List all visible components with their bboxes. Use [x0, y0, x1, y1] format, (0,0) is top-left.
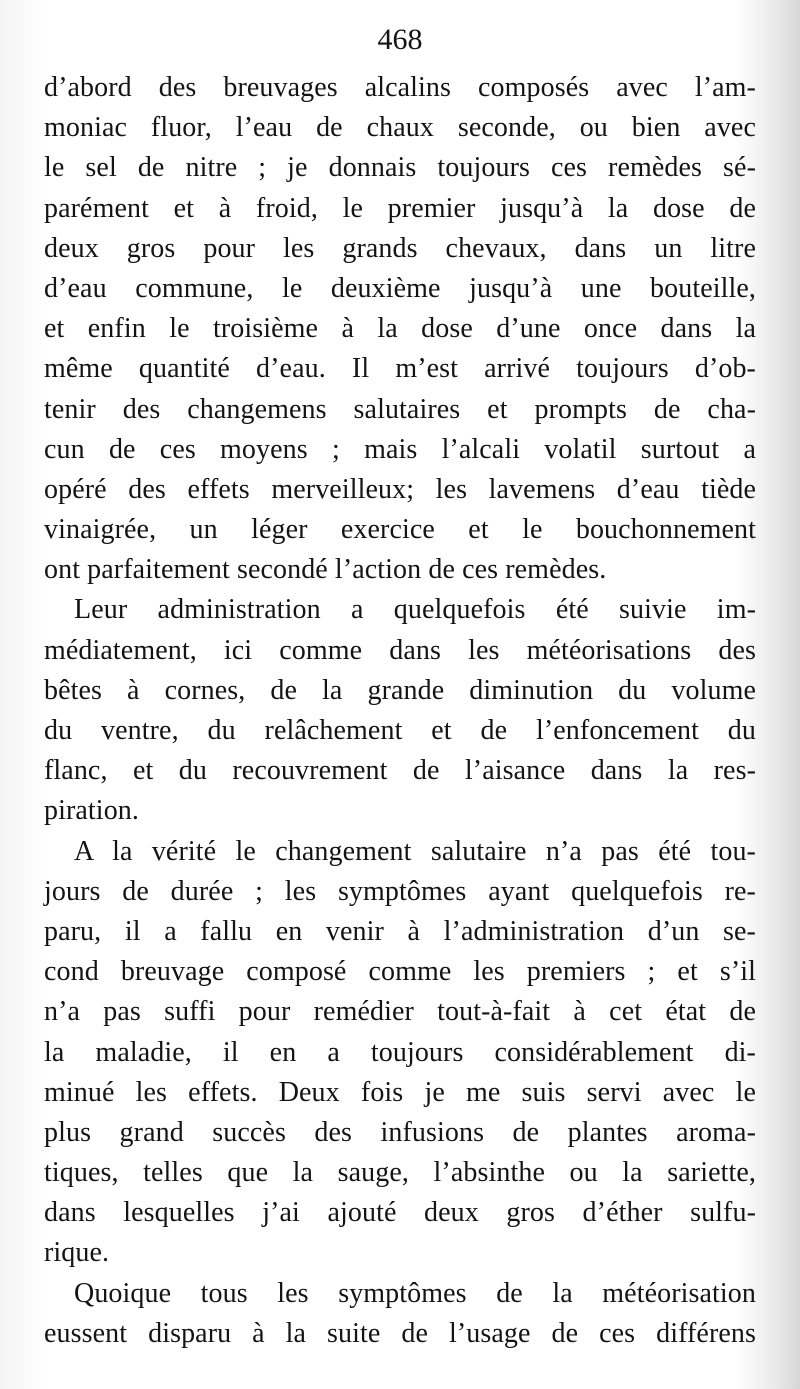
text-line: vinaigrée, un léger exercice et le bouchonnement — [44, 514, 756, 546]
text-line: A la vérité le changement salutaire n’a pas été tou- — [74, 835, 756, 867]
text-line: cond breuvage composé comme les premiers ; et s’il — [44, 956, 756, 988]
text-line: eussent disparu à la suite de l’usage de ces différens — [44, 1317, 756, 1349]
text-line: parément et à froid, le premier jusqu’à la dose de — [44, 192, 756, 224]
text-line: cun de ces moyens ; mais l’alcali volatil surtout a — [44, 433, 756, 465]
text-line: même quantité d’eau. Il m’est arrivé toujours d’ob- — [44, 353, 756, 385]
text-line: plus grand succès des infusions de plantes aroma- — [44, 1116, 756, 1148]
text-line: la maladie, il en a toujours considérablement di- — [44, 1036, 756, 1068]
text-line: jours de durée ; les symptômes ayant quelquefois re- — [44, 875, 756, 907]
text-line: flanc, et du recouvrement de l’aisance dans la res- — [44, 755, 756, 787]
text-line: tenir des changemens salutaires et prompts de cha- — [44, 393, 756, 425]
text-line: et enfin le troisième à la dose d’une once dans la — [44, 313, 756, 345]
text-line: paru, il a fallu en venir à l’administration d’un se- — [44, 915, 756, 947]
text-line: minué les effets. Deux fois je me suis servi avec le — [44, 1076, 756, 1108]
text-line: du ventre, du relâchement et de l’enfoncement du — [44, 715, 756, 746]
text-line: Quoique tous les symptômes de la météorisation — [74, 1277, 756, 1309]
page-number: 468 — [377, 23, 423, 56]
text-line: dans lesquelles j’ai ajouté deux gros d’éther sulfu- — [44, 1197, 756, 1229]
text-line: médiatement, ici comme dans les météorisations des — [44, 634, 756, 666]
text-line: rique. — [44, 1237, 110, 1269]
text-line: piration. — [44, 795, 139, 827]
text-line: le sel de nitre ; je donnais toujours ces remèdes sé- — [44, 152, 756, 184]
text-line: deux gros pour les grands chevaux, dans un litre — [44, 232, 756, 264]
text-line: ont parfaitement secondé l’action de ces remèdes. — [44, 554, 607, 586]
text-line: d’abord des breuvages alcalins composés avec l’am- — [44, 72, 756, 103]
text-line: tiques, telles que la sauge, l’absinthe ou la sariette, — [44, 1157, 756, 1189]
text-line: opéré des effets merveilleux; les lavemens d’eau tiède — [44, 473, 756, 505]
body-text — [44, 68, 756, 1354]
text-line: d’eau commune, le deuxième jusqu’à une bouteille, — [44, 272, 756, 304]
text-line: n’a pas suffi pour remédier tout-à-fait à cet état de — [44, 996, 756, 1028]
text-line: bêtes à cornes, de la grande diminution du volume — [44, 674, 756, 706]
text-line: moniac fluor, l’eau de chaux seconde, ou bien avec — [44, 112, 756, 144]
text-line: Leur administration a quelquefois été suivie im- — [74, 594, 756, 626]
